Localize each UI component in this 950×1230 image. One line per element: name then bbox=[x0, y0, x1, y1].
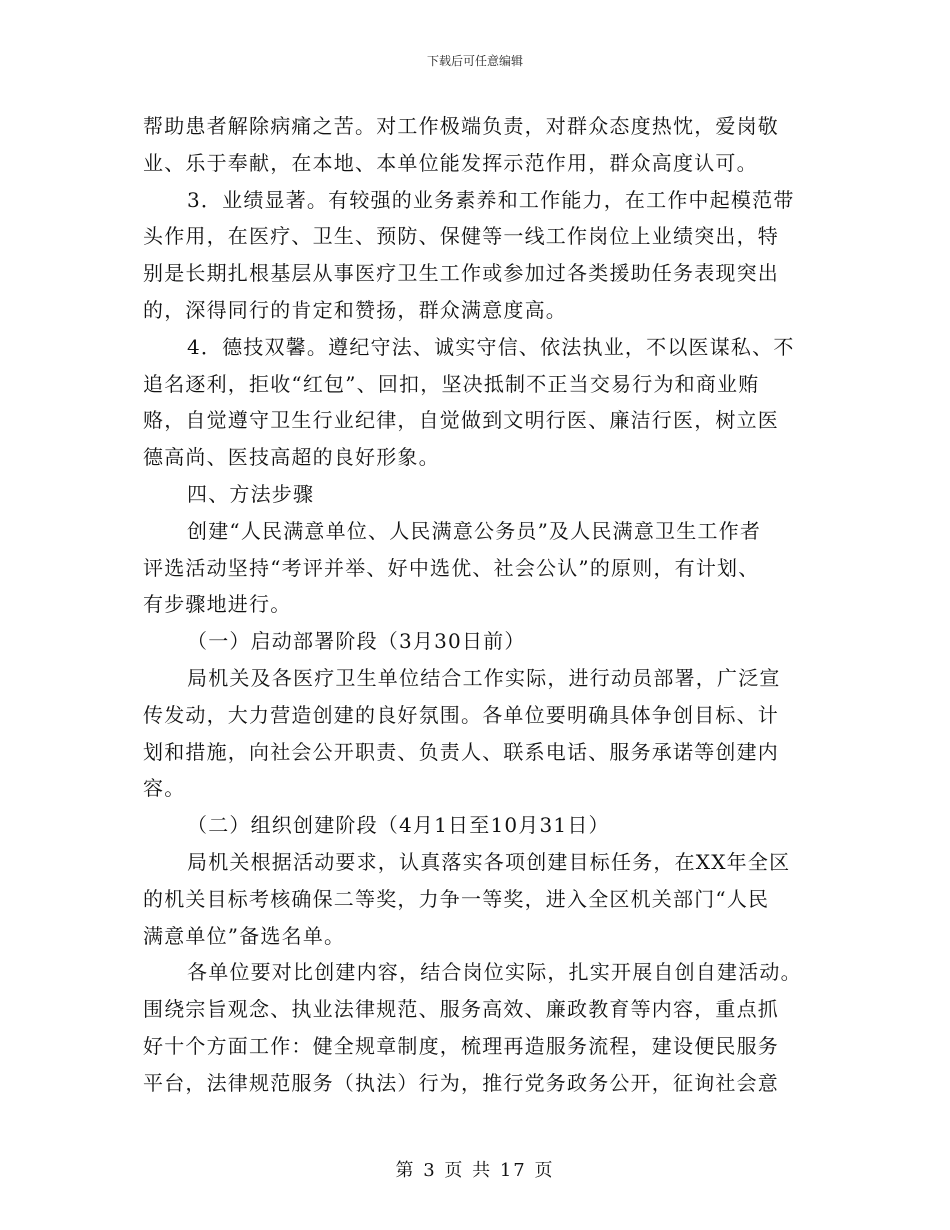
text-line: 局机关及各医疗卫生单位结合工作实际，进行动员部署，广泛宣 bbox=[187, 665, 781, 690]
text-line: 的机关目标考核确保二等奖，力争一等奖，进入全区机关部门“人民 bbox=[143, 886, 770, 911]
text-line: 有步骤地进行。 bbox=[143, 592, 292, 617]
text-line: 评选活动坚持“考评并举、好中选优、社会公认”的原则，有计划、 bbox=[143, 555, 760, 580]
text-line: 满意单位”备选名单。 bbox=[143, 923, 346, 948]
text-line: 各单位要对比创建内容，结合岗位实际，扎实开展自创自建活动。 bbox=[187, 960, 802, 985]
page-footer: 第 3 页 共 17 页 bbox=[395, 1160, 555, 1181]
text-line: 业、乐于奉献，在本地、本单位能发挥示范作用，群众高度认可。 bbox=[143, 150, 758, 175]
text-line: 德高尚、医技高超的良好形象。 bbox=[143, 445, 440, 470]
text-line: 局机关根据活动要求，认真落实各项创建目标任务，在XX年全区 bbox=[187, 849, 791, 874]
text-line: 平台，法律规范服务（执法）行为，推行党务政务公开，征询社会意 bbox=[143, 1070, 779, 1095]
text-line: 传发动，大力营造创建的良好氛围。各单位要明确具体争创目标、计 bbox=[143, 702, 779, 727]
text-line: 追名逐利，拒收“红包”、回扣，坚决抵制不正当交易行为和商业贿 bbox=[143, 371, 760, 396]
text-line: 别是长期扎根基层从事医疗卫生工作或参加过各类援助任务表现突出 bbox=[143, 261, 779, 286]
text-line: （二）组织创建阶段（4月1日至10月31日） bbox=[187, 813, 610, 838]
text-line: 围绕宗旨观念、执业法律规范、服务高效、廉政教育等内容，重点抓 bbox=[143, 997, 779, 1022]
body-text bbox=[143, 108, 811, 1102]
page-header: 下载后可任意编辑 bbox=[426, 54, 523, 68]
text-line: 创建“人民满意单位、人民满意公务员”及人民满意卫生工作者 bbox=[187, 518, 762, 543]
text-line: 划和措施，向社会公开职责、负责人、联系电话、服务承诺等创建内 bbox=[143, 739, 779, 764]
text-line: 好十个方面工作：健全规章制度，梳理再造服务流程，建设便民服务 bbox=[143, 1033, 779, 1058]
text-line: 赂，自觉遵守卫生行业纪律，自觉做到文明行医、廉洁行医，树立医 bbox=[143, 408, 779, 433]
text-line: 头作用，在医疗、卫生、预防、保健等一线工作岗位上业绩突出，特 bbox=[143, 224, 779, 249]
text-line: 容。 bbox=[143, 776, 186, 801]
text-line: 的，深得同行的肯定和赞扬，群众满意度高。 bbox=[143, 297, 567, 322]
text-line: （一）启动部署阶段（3月30日前） bbox=[187, 629, 526, 654]
text-line: 帮助患者解除病痛之苦。对工作极端负责，对群众态度热忱，爱岗敬 bbox=[143, 114, 779, 138]
text-line: 四、方法步骤 bbox=[187, 481, 315, 506]
text-line: 3．业绩显著。有较强的业务素养和工作能力，在工作中起模范带 bbox=[187, 187, 795, 212]
text-line: 4．德技双馨。遵纪守法、诚实守信、依法执业，不以医谋私、不 bbox=[187, 334, 795, 359]
